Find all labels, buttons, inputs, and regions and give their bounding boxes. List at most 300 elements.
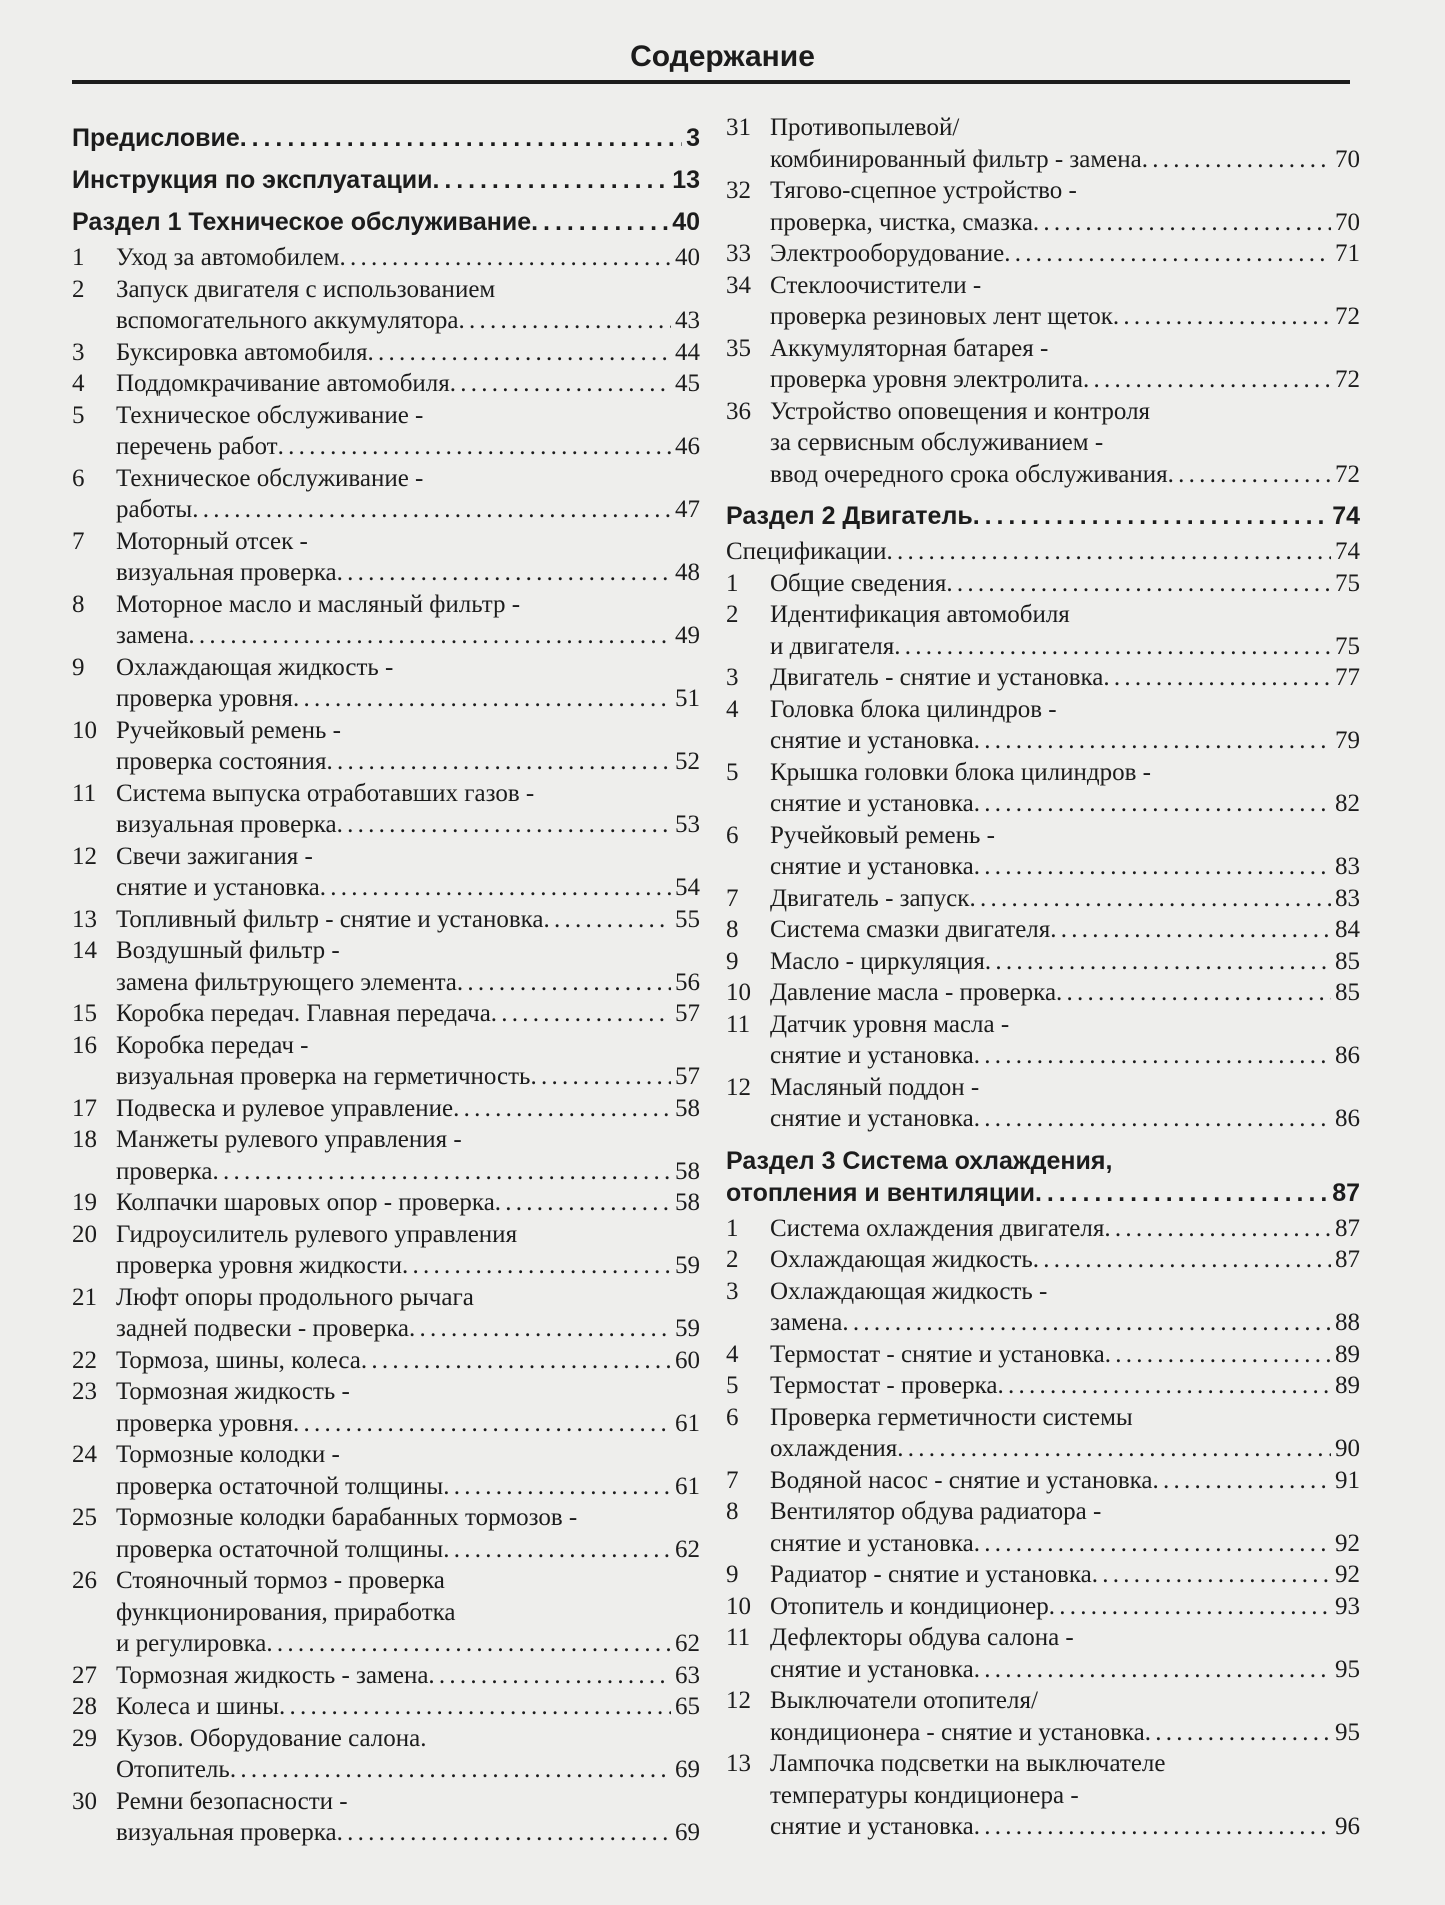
entry-line	[116, 715, 700, 747]
dot-leader	[337, 809, 671, 841]
toc-entry	[726, 1213, 1360, 1245]
entry-line	[770, 144, 1360, 176]
entry-number: 26	[72, 1567, 97, 1594]
page-number: 75	[1335, 569, 1360, 597]
entry-line	[770, 427, 1360, 459]
entry-line	[116, 1219, 700, 1251]
entry-number: 11	[72, 779, 97, 807]
toc-entry	[726, 1622, 1360, 1685]
page-number: 48	[675, 559, 700, 586]
dot-leader	[293, 1408, 671, 1440]
dot-leader	[1056, 977, 1331, 1009]
entry-title: снятие и установка	[770, 1529, 974, 1557]
entry-body	[770, 1559, 1360, 1591]
dot-leader	[530, 1061, 671, 1093]
entry-line	[116, 904, 700, 936]
page-number: 90	[1335, 1435, 1360, 1462]
entry-number: 21	[72, 1283, 97, 1311]
dot-leader	[1168, 459, 1331, 491]
toc-entry	[726, 270, 1360, 333]
entry-title: работы	[116, 496, 193, 523]
entry-line	[726, 500, 1360, 532]
dot-leader	[1083, 364, 1331, 396]
entry-line	[116, 1723, 700, 1755]
entry-line	[116, 1786, 700, 1818]
entry-title: комбинированный фильтр - замена	[770, 145, 1142, 173]
toc-entry	[72, 998, 700, 1030]
dot-leader	[458, 305, 671, 337]
page-number: 95	[1335, 1718, 1360, 1746]
dot-leader	[320, 872, 671, 904]
entry-line	[116, 589, 700, 621]
entry-body	[770, 977, 1360, 1009]
page-number: 86	[1335, 1042, 1360, 1069]
entry-title: Система охлаждения двигателя	[770, 1214, 1105, 1242]
entry-number: 20	[72, 1220, 97, 1248]
page-number: 58	[675, 1189, 700, 1216]
dot-leader	[339, 242, 671, 274]
entry-title: Раздел 3 Система охлаждения,	[726, 1146, 1113, 1175]
entry-line	[116, 337, 700, 369]
entry-number: 36	[726, 397, 751, 425]
entry-number: 10	[726, 979, 751, 1006]
entry-line	[116, 1691, 700, 1723]
dot-leader	[1050, 914, 1331, 946]
toc-entry	[72, 1723, 700, 1786]
page-number: 55	[675, 905, 700, 933]
dot-leader	[1142, 144, 1331, 176]
dot-leader	[326, 746, 671, 778]
entry-title: перечень работ	[116, 433, 278, 460]
entry-title: отопления и вентиляции	[726, 1178, 1035, 1207]
entry-line	[770, 946, 1360, 978]
entry-title: снятие и установка	[770, 1105, 974, 1132]
dot-leader	[266, 1628, 671, 1660]
entry-line	[726, 536, 1360, 568]
entry-number: 33	[726, 240, 751, 267]
page-number: 65	[675, 1693, 700, 1720]
page-title: Содержание	[630, 40, 815, 73]
toc-entry	[726, 333, 1360, 396]
section-heading	[726, 1145, 1360, 1209]
page-number: 40	[675, 244, 700, 271]
entry-body	[116, 1345, 700, 1377]
entry-title: снятие и установка	[770, 1655, 974, 1683]
entry-line	[770, 788, 1360, 820]
toc-entry	[726, 396, 1360, 491]
page-number: 92	[1335, 1561, 1360, 1588]
entry-body	[770, 1622, 1360, 1685]
entry-number: 29	[72, 1724, 97, 1752]
entry-title: Вентилятор обдува радиатора -	[770, 1498, 1102, 1525]
entry-body	[116, 368, 700, 400]
entry-title: Раздел 2 Двигатель	[726, 502, 973, 530]
entry-body	[116, 463, 700, 526]
dot-leader	[531, 206, 668, 238]
dot-leader	[279, 1691, 671, 1723]
dot-leader	[1105, 1339, 1331, 1371]
entry-body	[116, 1282, 700, 1345]
entry-line	[770, 1040, 1360, 1072]
toc-right-column	[726, 112, 1360, 1843]
entry-body	[770, 1213, 1360, 1245]
entry-title: визуальная проверка	[116, 1819, 337, 1846]
entry-line	[770, 725, 1360, 757]
entry-title: Головка блока цилиндров -	[770, 695, 1057, 723]
entry-line	[770, 1717, 1360, 1749]
entry-line	[116, 1471, 700, 1503]
entry-title: проверка остаточной толщины	[116, 1472, 444, 1500]
toc-entry	[72, 337, 700, 369]
entry-number: 34	[726, 271, 751, 299]
dot-leader	[974, 1528, 1331, 1560]
dot-leader	[946, 568, 1331, 600]
entry-line	[116, 1093, 700, 1125]
entry-line	[116, 463, 700, 495]
entry-title: проверка	[116, 1157, 213, 1185]
page-number: 70	[1335, 145, 1360, 173]
page-number: 86	[1335, 1105, 1360, 1132]
entry-line	[116, 1534, 700, 1566]
entry-body	[116, 998, 700, 1030]
page-number: 44	[675, 338, 700, 366]
page-number: 85	[1335, 979, 1360, 1006]
entry-body	[116, 1439, 700, 1502]
entry-title: проверка состояния	[116, 748, 327, 775]
entry-title: Тормоза, шины, колеса	[116, 1346, 361, 1374]
toc-entry	[72, 242, 700, 274]
entry-title: Отопитель	[116, 1756, 230, 1783]
page-number: 71	[1335, 240, 1360, 267]
entry-body	[116, 1376, 700, 1439]
entry-line	[116, 778, 700, 810]
entry-title: замена	[770, 1309, 843, 1336]
entry-line	[770, 1402, 1360, 1434]
entry-title: вспомогательного аккумулятора	[116, 307, 459, 334]
entry-number: 9	[726, 947, 739, 975]
entry-body	[116, 526, 700, 589]
entry-title: Стеклоочистители -	[770, 271, 982, 299]
page-number: 13	[672, 166, 700, 194]
page-number: 91	[1335, 1466, 1360, 1494]
toc-entry	[726, 1559, 1360, 1591]
toc-entry	[726, 112, 1360, 175]
dot-leader	[1004, 238, 1331, 270]
entry-title: проверка уровня электролита	[770, 366, 1083, 393]
page-number: 61	[675, 1409, 700, 1437]
entry-title: Охлаждающая жидкость -	[116, 653, 394, 681]
entry-number: 6	[72, 464, 85, 492]
entry-body	[770, 1009, 1360, 1072]
entry-title: Водяной насос - снятие и установка	[770, 1466, 1153, 1494]
entry-title: проверка уровня	[116, 1409, 293, 1437]
dot-leader	[842, 1307, 1331, 1339]
entry-body	[770, 883, 1360, 915]
dot-leader	[974, 788, 1331, 820]
entry-number: 12	[726, 1687, 751, 1714]
entry-line	[116, 431, 700, 463]
entry-title: Предисловие	[72, 124, 240, 152]
dot-leader	[974, 1654, 1331, 1686]
entry-line	[116, 1754, 700, 1786]
entry-number: 14	[72, 937, 97, 964]
toc-entry	[72, 526, 700, 589]
entry-line	[770, 207, 1360, 239]
dot-leader	[894, 631, 1331, 663]
entry-title: снятие и установка	[770, 790, 974, 817]
toc-entry	[72, 841, 700, 904]
entry-body	[116, 1786, 700, 1849]
page-number: 62	[675, 1535, 700, 1563]
entry-body	[770, 694, 1360, 757]
toc-entry	[726, 1685, 1360, 1748]
entry-line	[770, 883, 1360, 915]
entry-number: 32	[726, 177, 751, 204]
toc-entry	[72, 1030, 700, 1093]
entry-title: Аккумуляторная батарея -	[770, 334, 1049, 362]
toc-entry	[72, 1219, 700, 1282]
entry-title: Общие сведения	[770, 569, 947, 597]
toc-entry	[726, 1370, 1360, 1402]
entry-title: за сервисным обслуживанием -	[770, 429, 1104, 456]
page-number: 72	[1335, 366, 1360, 393]
dot-leader	[450, 368, 671, 400]
entry-title: ввод очередного срока обслуживания	[770, 460, 1168, 488]
entry-number: 16	[72, 1031, 97, 1059]
entry-title: Воздушный фильтр -	[116, 937, 340, 964]
dot-leader	[443, 1471, 671, 1503]
dot-leader	[293, 683, 671, 715]
dot-leader	[240, 122, 682, 154]
entry-title: снятие и установка	[116, 874, 320, 901]
entry-body	[770, 1370, 1360, 1402]
dot-leader	[1103, 662, 1331, 694]
dot-leader	[974, 725, 1331, 757]
entry-body	[770, 914, 1360, 946]
page-number: 72	[1335, 460, 1360, 488]
entry-line	[770, 1591, 1360, 1623]
entry-line	[116, 274, 700, 306]
entry-number: 27	[72, 1661, 97, 1689]
toc-entry	[726, 757, 1360, 820]
entry-title: Моторный отсек -	[116, 527, 308, 555]
entry-body	[770, 1685, 1360, 1748]
entry-body	[116, 1124, 700, 1187]
entry-title: снятие и установка	[770, 1042, 974, 1069]
toc-entry	[72, 1691, 700, 1723]
page-number: 89	[1335, 1340, 1360, 1368]
entry-body	[116, 242, 700, 274]
entry-title: проверка уровня жидкости	[116, 1252, 402, 1279]
entry-line	[116, 967, 700, 999]
entry-title: Ручейковый ремень -	[770, 821, 995, 849]
page-number: 87	[1332, 1178, 1360, 1207]
entry-line	[770, 1433, 1360, 1465]
entry-line	[116, 683, 700, 715]
page-number: 83	[1335, 884, 1360, 912]
entry-title: кондиционера - снятие и установка	[770, 1718, 1145, 1746]
entry-line	[72, 206, 700, 238]
toc-entry	[72, 1282, 700, 1345]
page-number: 87	[1335, 1246, 1360, 1273]
entry-title: Система смазки двигателя	[770, 916, 1051, 943]
dot-leader	[192, 494, 671, 526]
page-number: 84	[1335, 916, 1360, 943]
page-number: 58	[675, 1157, 700, 1185]
dot-leader	[361, 1345, 671, 1377]
dot-leader	[432, 164, 668, 196]
entry-line	[116, 1187, 700, 1219]
page-number: 95	[1335, 1655, 1360, 1683]
entry-number: 5	[726, 1372, 739, 1399]
dot-leader	[278, 431, 671, 463]
entry-body	[116, 841, 700, 904]
page-number: 45	[675, 370, 700, 397]
entry-body	[116, 1723, 700, 1786]
toc-entry	[72, 778, 700, 841]
entry-body	[770, 1276, 1360, 1339]
dot-leader	[495, 1187, 671, 1219]
page-number: 61	[675, 1472, 700, 1500]
toc-entry	[726, 662, 1360, 694]
entry-body	[770, 270, 1360, 333]
entry-line	[770, 1465, 1360, 1497]
entry-line	[770, 1654, 1360, 1686]
entry-title: Устройство оповещения и контроля	[770, 397, 1151, 425]
toc-entry	[726, 694, 1360, 757]
toc-entry	[726, 1465, 1360, 1497]
toc-entry	[726, 238, 1360, 270]
entry-number: 1	[726, 569, 739, 597]
entry-title: Свечи зажигания -	[116, 842, 313, 870]
toc-entry	[726, 1339, 1360, 1371]
entry-number: 18	[72, 1126, 97, 1153]
entry-body	[770, 1465, 1360, 1497]
entry-body	[770, 1496, 1360, 1559]
dot-leader	[409, 1313, 671, 1345]
dot-leader	[453, 1093, 671, 1125]
page-number: 53	[675, 811, 700, 838]
entry-number: 30	[72, 1787, 97, 1815]
page-number: 72	[1335, 303, 1360, 330]
entry-body	[116, 1219, 700, 1282]
dot-leader	[969, 883, 1331, 915]
entry-line	[116, 1628, 700, 1660]
dot-leader	[443, 1534, 671, 1566]
entry-number: 15	[72, 1000, 97, 1027]
page-number: 83	[1335, 853, 1360, 880]
entry-number: 7	[726, 884, 739, 912]
entry-title: Ремни безопасности -	[116, 1787, 348, 1815]
entry-title: Тормозные колодки барабанных тормозов -	[116, 1504, 578, 1531]
entry-number: 5	[726, 758, 739, 786]
page-number: 88	[1335, 1309, 1360, 1336]
entry-line	[116, 620, 700, 652]
entry-line	[116, 998, 700, 1030]
entry-line	[770, 1276, 1360, 1308]
entry-line	[726, 1145, 1360, 1177]
entry-line	[72, 164, 700, 196]
entry-title: Датчик уровня масла -	[770, 1010, 1010, 1038]
toc-entry	[726, 1009, 1360, 1072]
entry-line	[770, 1811, 1360, 1843]
page-number: 43	[675, 307, 700, 334]
page-number: 96	[1335, 1813, 1360, 1840]
entry-title: Запуск двигателя с использованием	[116, 275, 496, 303]
entry-line	[116, 1282, 700, 1314]
entry-line	[116, 368, 700, 400]
page-number: 54	[675, 874, 700, 901]
entry-title: снятие и установка	[770, 727, 974, 754]
entry-title: снятие и установка	[770, 853, 974, 880]
entry-line	[116, 1313, 700, 1345]
page-number: 87	[1335, 1214, 1360, 1242]
entry-number: 11	[726, 1010, 751, 1038]
entry-line	[770, 599, 1360, 631]
entry-line	[770, 333, 1360, 365]
entry-body	[116, 1093, 700, 1125]
dot-leader	[213, 1156, 672, 1188]
entry-number: 19	[72, 1189, 97, 1216]
entry-number: 1	[72, 244, 85, 271]
entry-title: Уход за автомобилем	[116, 244, 340, 271]
entry-line	[770, 1780, 1360, 1812]
entry-title: Техническое обслуживание -	[116, 401, 424, 429]
entry-title: замена	[116, 622, 189, 649]
entry-line	[770, 914, 1360, 946]
page-number: 47	[675, 496, 700, 523]
entry-body	[770, 757, 1360, 820]
entry-body	[770, 946, 1360, 978]
toc-entry	[726, 1496, 1360, 1559]
entry-line	[770, 1685, 1360, 1717]
toc-entry	[72, 935, 700, 998]
dot-leader	[230, 1754, 671, 1786]
entry-line	[116, 1376, 700, 1408]
entry-number: 8	[72, 590, 85, 618]
toc-entry	[72, 274, 700, 337]
entry-line	[770, 1072, 1360, 1104]
title-rule	[72, 80, 1350, 84]
entry-line	[770, 1103, 1360, 1135]
entry-line	[770, 662, 1360, 694]
entry-line	[116, 1030, 700, 1062]
toc-entry	[72, 1660, 700, 1692]
entry-title: Отопитель и кондиционер	[770, 1592, 1049, 1620]
entry-number: 28	[72, 1693, 97, 1720]
entry-line	[116, 652, 700, 684]
entry-body	[116, 1502, 700, 1565]
dot-leader	[1145, 1717, 1331, 1749]
entry-title: Термостат - снятие и установка	[770, 1340, 1105, 1368]
entry-number: 2	[726, 1246, 739, 1273]
entry-line	[116, 746, 700, 778]
entry-body	[770, 238, 1360, 270]
entry-title: Кузов. Оборудование салона.	[116, 1724, 427, 1752]
entry-body	[116, 1030, 700, 1093]
entry-body	[116, 652, 700, 715]
entry-line	[770, 977, 1360, 1009]
entry-title: Манжеты рулевого управления -	[116, 1126, 462, 1153]
entry-line	[116, 1502, 700, 1534]
entry-line	[770, 1622, 1360, 1654]
dot-leader	[887, 536, 1332, 568]
page-number: 60	[675, 1346, 700, 1374]
toc-entry	[72, 652, 700, 715]
entry-number: 31	[726, 114, 751, 141]
entry-line	[770, 175, 1360, 207]
page-number: 40	[672, 208, 700, 236]
